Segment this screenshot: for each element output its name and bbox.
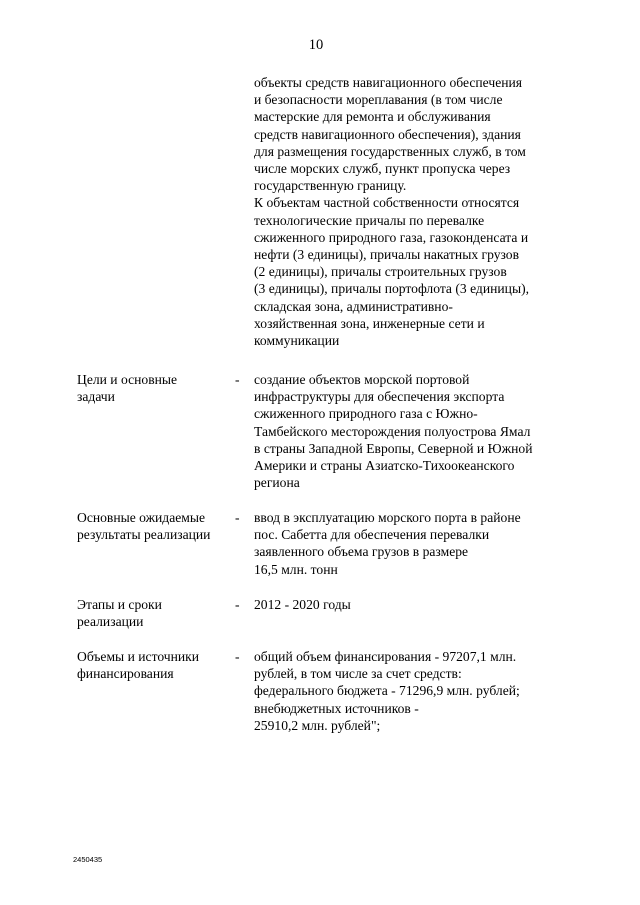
text-line: и безопасности мореплавания (в том числе [254, 92, 503, 108]
text-line: нефти (3 единицы), причалы накатных грузов [254, 247, 520, 263]
goals-value [254, 371, 574, 491]
text-line: 2012 - 2020 годы [254, 597, 351, 612]
label-line: Этапы и сроки [77, 597, 162, 612]
stages-label [77, 596, 237, 630]
text-line: объекты средств навигационного обеспечения [254, 75, 523, 90]
dash-separator: - [235, 597, 240, 612]
label-line: результаты реализации [77, 527, 211, 543]
page-number: 10 [308, 37, 324, 53]
text-line: Америки и страны Азиатско-Тихоокеанского [254, 458, 515, 474]
label-line: задачи [77, 389, 115, 405]
label-line: Объемы и источники [77, 649, 200, 664]
dash-separator: - [235, 649, 240, 664]
text-line: сжиженного природного газа, газоконденсата и [254, 229, 529, 245]
text-line: складская зона, административно- [254, 298, 453, 314]
document-code: 2450435 [73, 855, 103, 864]
text-line: ввод в эксплуатацию морского порта в районе [254, 510, 521, 525]
dash-separator: - [235, 510, 240, 525]
financing-value [254, 648, 574, 734]
text-line: (2 единицы), причалы строительных грузов [254, 264, 507, 280]
text-line: рублей, в том числе за счет средств: [254, 666, 462, 682]
text-line: государственную границу. [254, 178, 407, 194]
expected-results-label [77, 509, 237, 543]
financing-label [77, 648, 237, 682]
text-line: сжиженного природного газа с Южно- [254, 406, 478, 422]
text-line: региона [254, 475, 300, 491]
text-line: Тамбейского месторождения полуострова Ямал [254, 423, 531, 439]
text-line: пос. Сабетта для обеспечения перевалки [254, 527, 490, 543]
text-line: 16,5 млн. тонн [254, 561, 338, 577]
dash-separator: - [235, 372, 240, 387]
text-line: внебюджетных источников - [254, 700, 419, 716]
text-line: технологические причалы по перевалке [254, 212, 485, 228]
label-line: реализации [77, 614, 144, 630]
text-line: заявленного объема грузов в размере [254, 544, 469, 560]
text-line: в страны Западной Европы, Северной и Южной [254, 440, 533, 456]
label-line: Цели и основные [77, 372, 178, 387]
label-line: Основные ожидаемые [77, 510, 206, 525]
text-line: для размещения государственных служб, в том [254, 143, 526, 159]
text-line: (3 единицы), причалы портофлота (3 единицы), [254, 281, 530, 297]
text-line: числе морских служб, пункт пропуска через [254, 161, 511, 177]
label-line: финансирования [77, 666, 174, 682]
expected-results-value [254, 509, 574, 578]
text-line: хозяйственная зона, инженерные сети и [254, 315, 485, 331]
goals-label [77, 371, 237, 405]
intro-paragraph [254, 74, 574, 349]
text-line: К объектам частной собственности относятся [254, 195, 520, 211]
text-line: федерального бюджета - 71296,9 млн. рублей; [254, 683, 520, 699]
text-line: коммуникации [254, 333, 340, 349]
text-line: средств навигационного обеспечения), здания [254, 126, 521, 142]
text-line: инфраструктуры для обеспечения экспорта [254, 389, 505, 405]
text-line: общий объем финансирования - 97207,1 млн. [254, 649, 517, 664]
text-line: мастерские для ремонта и обслуживания [254, 109, 491, 125]
text-line: 25910,2 млн. рублей"; [254, 717, 381, 733]
stages-value [254, 596, 574, 613]
text-line: создание объектов морской портовой [254, 372, 470, 387]
